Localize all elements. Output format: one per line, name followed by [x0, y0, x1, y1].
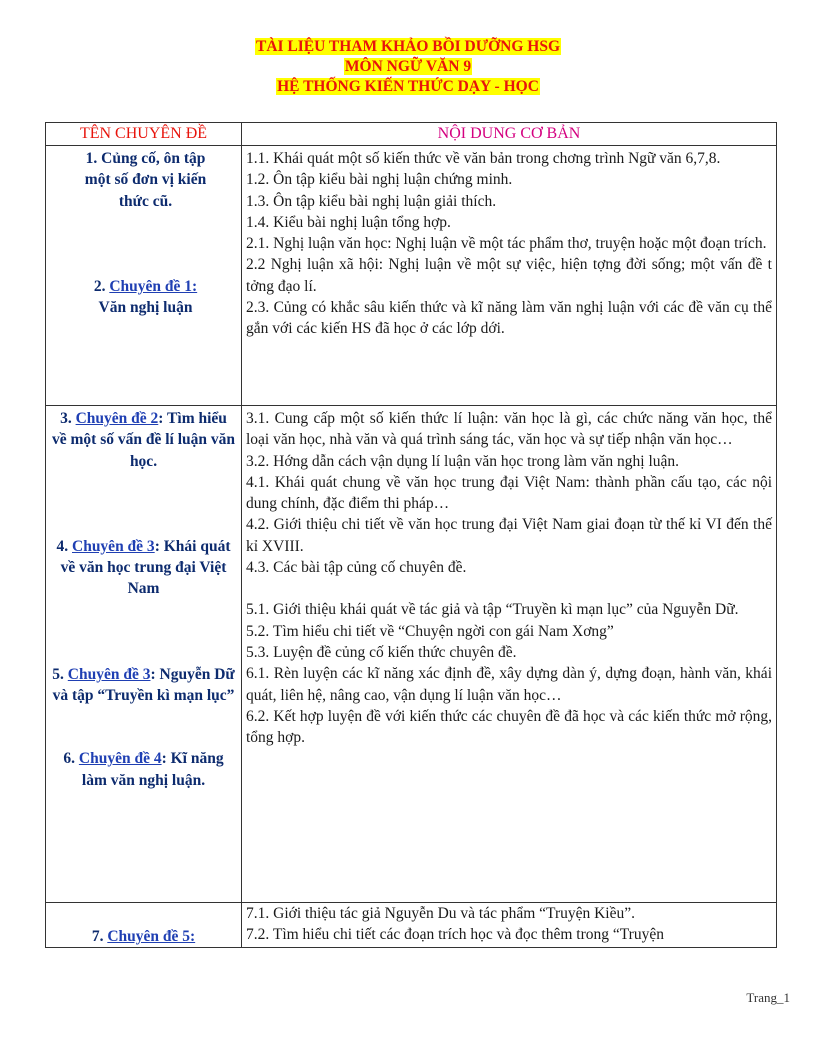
header-line-2: MÔN NGỮ VĂN 9 [344, 58, 472, 75]
topic-1-title: 1. Củng cố, ôn tập một số đơn vị kiến thức cũ. [84, 150, 207, 210]
topic-5-title: 5. Chuyên đề 3: Nguyễn Dữ và tập “Truyền kì mạn lục” [52, 665, 235, 705]
page-number: Trang_1 [746, 990, 790, 1005]
document-header [0, 37, 816, 97]
content-list [242, 406, 776, 748]
content-item: 4.3. Các bài tập củng cố chuyên đề. [246, 559, 467, 577]
content-item: 6.2. Kết hợp luyện đề với kiến thức các chuyên đề đã học và các kiến thức mở rộng, tổng hợp. [246, 707, 772, 747]
content-cell [242, 406, 777, 903]
topic-2-title: 2. Chuyên đề 1: Văn nghị luận [93, 277, 198, 317]
topic-3-title: 3. Chuyên đề 2: Tìm hiểu về một số vấn đề lí luận văn học. [52, 410, 236, 470]
table-row [46, 146, 777, 406]
content-item: 5.1. Giới thiệu khái quát về tác giả và tập “Truyền kì mạn lục” của Nguyễn Dữ. [246, 601, 739, 619]
topic-7-title: 7. Chuyên đề 5: [91, 928, 196, 945]
content-item: 4.1. Khái quát chung về văn học trung đại Việt Nam: thành phần cấu tạo, các nội dung chính, đặc điểm thi pháp… [246, 473, 772, 513]
topic-4-title: 4. Chuyên đề 3: Khái quát về văn học trung đại Việt Nam [56, 537, 231, 598]
table-row [46, 406, 777, 903]
content-item: 1.3. Ôn tập kiểu bài nghị luận giải thích. [246, 192, 497, 210]
content-item: 7.2. Tìm hiểu chi tiết các đoạn trích học và đọc thêm trong “Truyện [246, 926, 664, 944]
content-item: 5.3. Luyện đề củng cố kiến thức chuyên đề. [246, 643, 517, 661]
topic-cell [46, 903, 242, 948]
topic-6-title: 6. Chuyên đề 4: Kĩ năng làm văn nghị luận. [63, 750, 224, 789]
content-item: 2.2 Nghị luận xã hội: Nghị luận về một sự việc, hiện tợng đời sống; một vấn đề t tởng đạo lí. [246, 256, 772, 295]
column-header-topic: TÊN CHUYÊN ĐỀ [46, 123, 242, 146]
topic-cell [46, 146, 242, 406]
topic-7-link[interactable]: Chuyên đề 5: [107, 928, 196, 945]
content-item: 6.1. Rèn luyện các kĩ năng xác định đề, xây dựng dàn ý, dựng đoạn, hành văn, khái quát, liên hệ, nâng cao, vận dụng lí luận văn học… [246, 665, 772, 704]
header-line-1: TÀI LIỆU THAM KHẢO BỒI DƯỠNG HSG [255, 38, 560, 55]
content-item: 1.1. Khái quát một số kiến thức về văn bản trong chơng trình Ngữ văn 6,7,8. [246, 150, 721, 167]
content-item: 4.2. Giới thiệu chi tiết về văn học trung đại Việt Nam giai đoạn từ thế kỉ VI đến thế kỉ XVIII. [246, 516, 772, 555]
table-header-row [46, 123, 777, 146]
content-item: 1.2. Ôn tập kiểu bài nghị luận chứng minh. [246, 171, 513, 189]
content-item: 2.1. Nghị luận văn học: Nghị luận về một tác phẩm thơ, truyện hoặc một đoạn trích. [246, 235, 767, 253]
topic-3-link[interactable]: Chuyên đề 2 [75, 410, 159, 427]
content-cell [242, 146, 777, 406]
topic-6-link[interactable]: Chuyên đề 4 [78, 750, 162, 768]
topic-cell [46, 406, 242, 903]
column-header-content: NỘI DUNG CƠ BẢN [242, 123, 777, 146]
topic-5-link[interactable]: Chuyên đề 3 [67, 665, 151, 683]
content-list [242, 903, 776, 946]
topic-4-link[interactable]: Chuyên đề 3 [72, 537, 155, 555]
content-item: 5.2. Tìm hiểu chi tiết về “Chuyện ngời con gái Nam Xơng” [246, 622, 614, 640]
content-list [242, 146, 776, 340]
content-item: 3.2. Hớng dẫn cách vận dụng lí luận văn học trong làm văn nghị luận. [246, 452, 680, 470]
content-item: 3.1. Cung cấp một số kiến thức lí luận: văn học là gì, các chức năng văn học, thể loại văn học, nhà văn và quá trình sáng tác, văn học và sự tiếp nhận văn học… [246, 410, 772, 449]
content-item: 7.1. Giới thiệu tác giả Nguyễn Du và tác phẩm “Truyện Kiều”. [246, 905, 635, 922]
topic-2-link[interactable]: Chuyên đề 1: [109, 277, 198, 295]
header-line-3: HỆ THỐNG KIẾN THỨC DẠY - HỌC [277, 78, 539, 95]
content-item: 1.4. Kiểu bài nghị luận tổng hợp. [246, 213, 451, 231]
topics-table [45, 122, 777, 948]
content-cell [242, 903, 777, 948]
content-item: 2.3. Củng có khắc sâu kiến thức và kĩ năng làm văn nghị luận với các đề văn cụ thể gắn với các kiến HS đã học ở các lớp dới. [246, 299, 772, 338]
table-row [46, 903, 777, 948]
